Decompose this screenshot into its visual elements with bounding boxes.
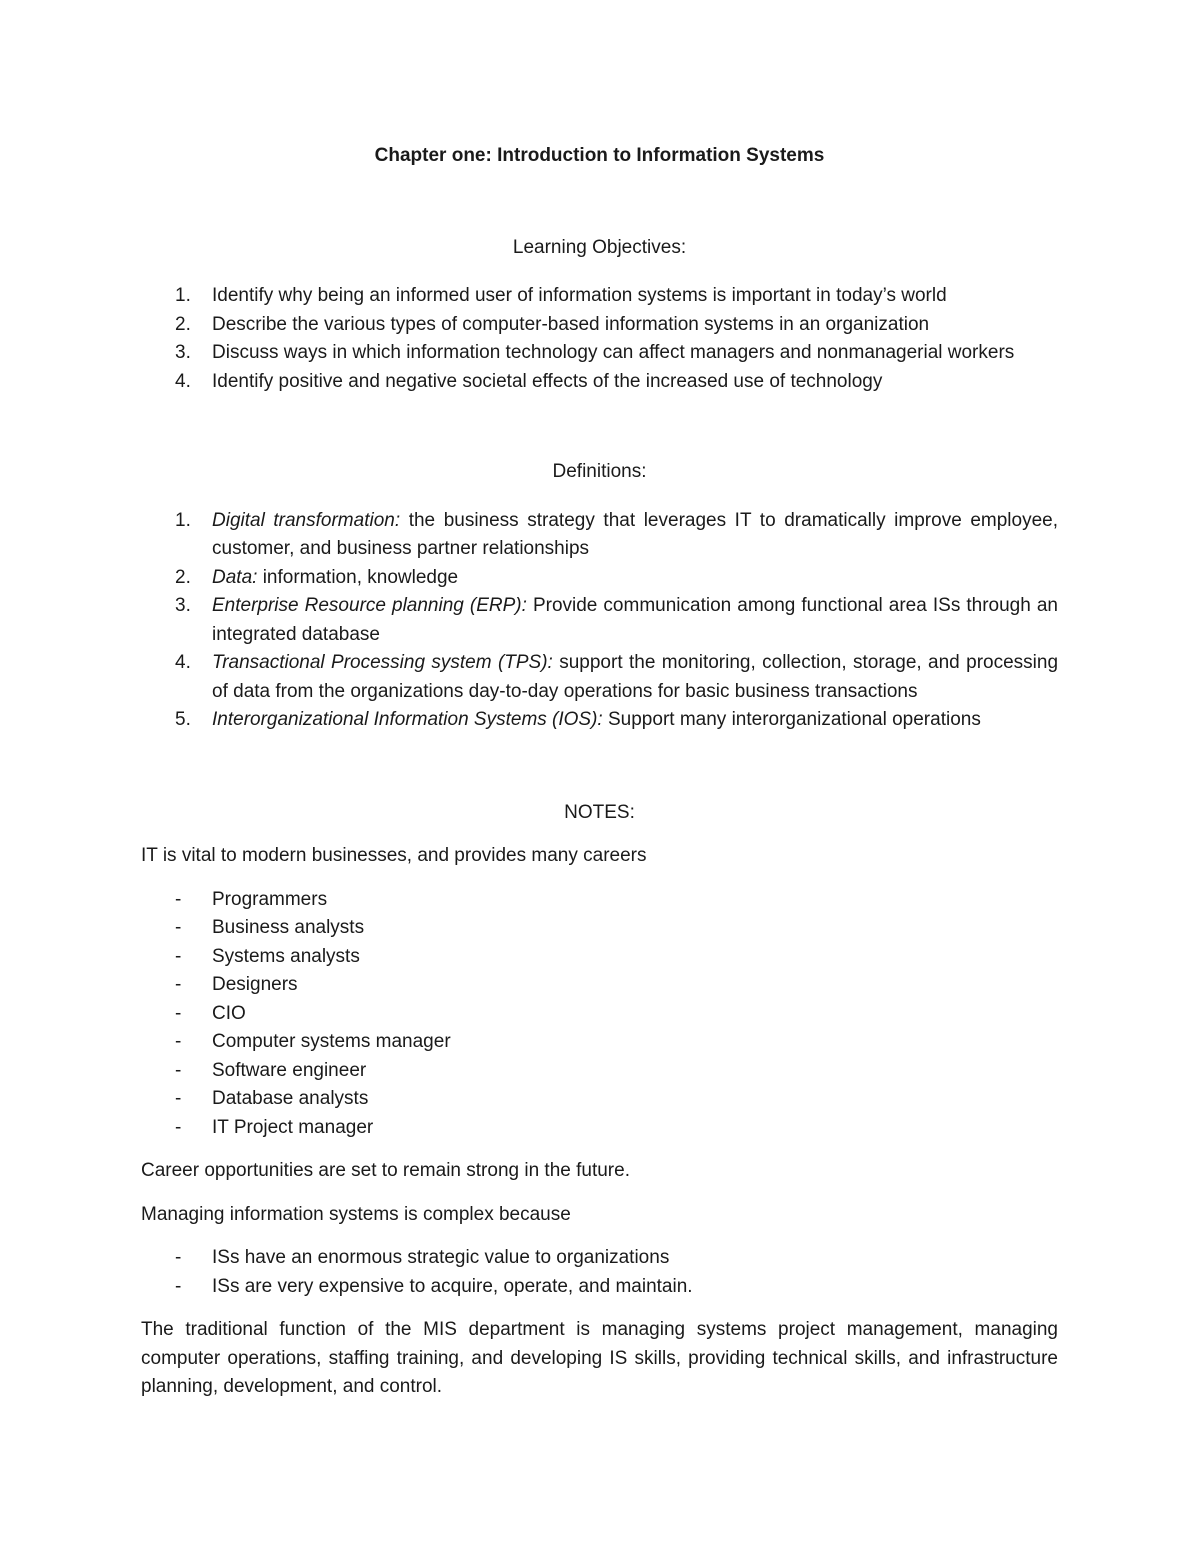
dash-bullet: - (175, 1275, 182, 1297)
dash-bullet: - (175, 945, 182, 967)
career-text: Systems analysts (212, 945, 360, 967)
list-item (141, 1057, 1058, 1086)
career-text: Software engineer (212, 1059, 367, 1081)
dash-bullet: - (175, 1088, 182, 1109)
list-item (141, 1244, 1058, 1273)
definition-item (141, 592, 1058, 649)
list-item (141, 311, 1058, 340)
complexity-intro: Managing information systems is complex because (141, 1203, 571, 1225)
spacer (141, 396, 1058, 458)
list-number: 2. (175, 566, 191, 588)
definition-text: the business strategy that leverages IT to dramatically improve employee, customer, and business partner relationships (212, 509, 1059, 559)
definitions-heading: Definitions: (552, 461, 647, 482)
list-number: 3. (175, 342, 191, 363)
list-item-text: Discuss ways in which information technology can affect managers and nonmanagerial workers (212, 342, 1015, 363)
list-item (141, 886, 1058, 915)
list-number: 1. (175, 285, 191, 306)
career-text: CIO (212, 1002, 246, 1024)
career-text: Computer systems manager (212, 1031, 451, 1052)
list-number: 5. (175, 709, 191, 730)
reason-text: ISs are very expensive to acquire, operate, and maintain. (212, 1275, 693, 1297)
definitions-list (141, 507, 1058, 735)
learning-objectives-heading: Learning Objectives: (512, 236, 687, 258)
dash-bullet: - (175, 917, 182, 938)
complexity-reasons-list (141, 1244, 1058, 1301)
list-item (141, 1085, 1058, 1114)
list-item (141, 339, 1058, 368)
career-text: Business analysts (212, 917, 365, 938)
dash-bullet: - (175, 1031, 182, 1052)
career-outlook: Career opportunities are set to remain strong in the future. (141, 1160, 630, 1181)
career-text: Database analysts (212, 1088, 369, 1109)
career-text: Programmers (212, 888, 328, 910)
list-item (141, 1000, 1058, 1029)
learning-objectives-list (141, 282, 1058, 396)
dash-bullet: - (175, 974, 182, 995)
dash-bullet: - (175, 1116, 182, 1138)
list-item (141, 1114, 1058, 1143)
definition-text: Provide communication among functional area ISs through an integrated database (212, 595, 1058, 645)
list-item (141, 971, 1058, 1000)
list-item (141, 282, 1058, 311)
definition-item (141, 706, 1058, 735)
definition-term: Data: (212, 566, 258, 588)
notes-intro: IT is vital to modern businesses, and provides many careers (141, 845, 647, 866)
mis-function-paragraph: The traditional function of the MIS department is managing systems project management, managing computer operations, staffing training, and developing IS skills, providing technical skills, and infrastructure planning, development, and control. (141, 1319, 1058, 1397)
definition-text: Support many interorganizational operations (602, 709, 981, 730)
list-item (141, 1028, 1058, 1057)
list-number: 4. (175, 370, 191, 392)
definition-term: Digital transformation: (212, 509, 401, 531)
definition-term: Transactional Processing system (TPS): (212, 652, 553, 673)
list-number: 1. (175, 509, 191, 531)
definition-item (141, 649, 1058, 706)
dash-bullet: - (175, 888, 182, 910)
spacer (141, 735, 1058, 799)
careers-list (141, 886, 1058, 1143)
definition-item (141, 564, 1058, 593)
list-item-text: Describe the various types of computer-based information systems in an organization (212, 313, 930, 335)
dash-bullet: - (175, 1002, 182, 1024)
list-item-text: Identify positive and negative societal effects of the increased use of technology (212, 370, 883, 392)
definition-item (141, 507, 1058, 564)
list-item (141, 1273, 1058, 1302)
list-number: 3. (175, 595, 191, 616)
list-number: 2. (175, 313, 191, 335)
definition-term: Enterprise Resource planning (ERP): (212, 595, 527, 616)
reason-text: ISs have an enormous strategic value to organizations (212, 1247, 670, 1268)
list-item (141, 368, 1058, 397)
document-content (141, 142, 1058, 1417)
list-item (141, 914, 1058, 943)
document-title: Chapter one: Introduction to Information Systems (374, 145, 825, 166)
list-item (141, 943, 1058, 972)
definition-text: support the monitoring, collection, storage, and processing of data from the organizations day-to-day operations for basic business transactions (212, 652, 1059, 702)
career-text: IT Project manager (212, 1116, 374, 1138)
definition-term: Interorganizational Information Systems (IOS): (212, 709, 603, 730)
career-text: Designers (212, 974, 298, 995)
list-item-text: Identify why being an informed user of information systems is important in today’s world (212, 285, 947, 306)
list-number: 4. (175, 652, 191, 673)
definition-text: information, knowledge (257, 566, 459, 588)
dash-bullet: - (175, 1247, 182, 1268)
dash-bullet: - (175, 1059, 182, 1081)
notes-heading: NOTES: (564, 801, 635, 823)
